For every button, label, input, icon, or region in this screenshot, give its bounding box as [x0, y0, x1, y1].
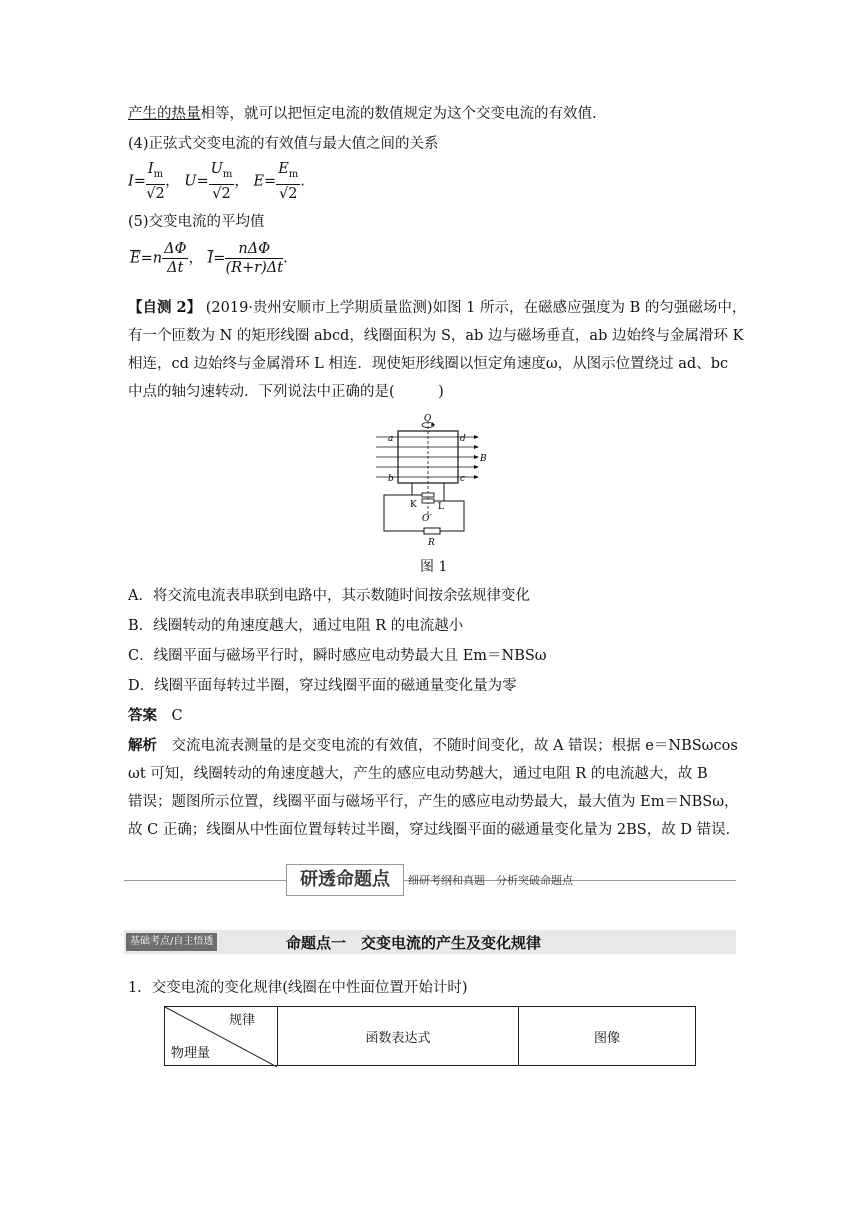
- label-a: a: [388, 434, 394, 444]
- corner-bottom-label: 物理量: [171, 1046, 211, 1061]
- label-B: B: [480, 454, 487, 464]
- analysis-line-3: 错误；题图所示位置，线圈平面与磁场平行，产生的感应电动势最大，最大值为 Em＝NBSω，: [128, 794, 739, 810]
- item-1-heading: 1．交变电流的变化规律(线圈在中性面位置开始计时): [128, 980, 468, 996]
- analysis-line-1: 解析 交流电流表测量的是交变电流的有效值，不随时间变化，故 A 错误；根据 e＝NBSωcos: [128, 737, 738, 754]
- selftest-line-4: 中点的轴匀速转动．下列说法中正确的是( ): [128, 384, 444, 400]
- selftest-line-1: 【自测 2】 (2019·贵州安顺市上学期质量监测)如图 1 所示，在磁感应强度为 B 的匀强磁场中，: [128, 299, 747, 316]
- corner-top-label: 规律: [228, 1013, 255, 1028]
- label-c: c: [460, 474, 466, 484]
- heading-rms-relation: (4)正弦式交变电流的有效值与最大值之间的关系: [128, 136, 439, 152]
- selftest-line-2: 有一个匝数为 N 的矩形线圈 abcd，线圈面积为 S，ab 边与磁场垂直，ab 边始终与金属滑环 K: [128, 328, 744, 344]
- header-expression: 函数表达式: [278, 1007, 519, 1066]
- variation-table: [164, 1006, 696, 1066]
- header-graph: 图像: [519, 1007, 696, 1066]
- heading-average-value: (5)交变电流的平均值: [128, 214, 265, 230]
- option-d: D．线圈平面每转过半圈，穿过线圈平面的磁通量变化量为零: [128, 678, 517, 694]
- section-title: 命题点一 交变电流的产生及变化规律: [286, 934, 542, 952]
- label-K: K: [410, 500, 417, 510]
- analysis-line-2: ωt 可知，线圈转动的角速度越大，产生的感应电动势越大，通过电阻 R 的电流越大，故 B: [128, 766, 708, 782]
- option-a: A．将交流电流表串联到电路中，其示数随时间按余弦规律变化: [128, 588, 530, 604]
- label-R: R: [428, 538, 435, 548]
- banner-subtitle: 细研考纲和真题 分析突破命题点: [408, 874, 573, 887]
- answer: [128, 706, 183, 726]
- label-O: O: [424, 414, 432, 424]
- label-O-prime: O′: [422, 514, 432, 524]
- figure-caption: 图 1: [420, 559, 448, 575]
- label-d: d: [460, 434, 466, 444]
- option-b: B．线圈转动的角速度越大，通过电阻 R 的电流越小: [128, 618, 464, 634]
- banner-title: 研透命题点: [286, 864, 404, 896]
- table-corner-cell: [165, 1007, 278, 1066]
- section-tag: 基础考点/自主悟透: [126, 933, 217, 951]
- selftest-tag: 【自测 2】: [128, 299, 202, 316]
- answer-label: 答案: [128, 707, 157, 724]
- answer-value: C: [171, 708, 183, 724]
- label-L: L: [438, 502, 444, 512]
- formula-average: $\overline{E}=n$ $\frac{\Delta\Phi}{\Delta t}$ ， $\overline{I}=$ $\frac{\text{nΔΦ}}{(R+r)\Delta t}$ .: [130, 241, 288, 276]
- selftest-line-3: 相连，cd 边始终与金属滑环 L 相连．现使矩形线圈以恒定角速度ω，从图示位置绕过 ad、bc: [128, 356, 729, 372]
- analysis-line-4: 故 C 正确；线圈从中性面位置每转过半圈，穿过线圈平面的磁通量变化量为 2BS，故 D 错误．: [128, 822, 741, 838]
- formula-rms: I= $\frac{I_m}{√2}$ ， U= $\frac{U_m}{√2}$ ， E= $\frac{E_m}{√2}$ .: [128, 161, 305, 202]
- banner-rule-left: [124, 880, 286, 881]
- underlined-term: 产生的热量: [128, 106, 201, 122]
- coil-diagram: [374, 413, 494, 553]
- label-b: b: [388, 474, 394, 484]
- analysis-label: 解析: [128, 737, 157, 754]
- option-c: C．线圈平面与磁场平行时，瞬时感应电动势最大且 Em＝NBSω: [128, 648, 547, 664]
- paragraph-rms-definition: 产生的热量相等，就可以把恒定电流的数值规定为这个交变电流的有效值.: [128, 106, 597, 122]
